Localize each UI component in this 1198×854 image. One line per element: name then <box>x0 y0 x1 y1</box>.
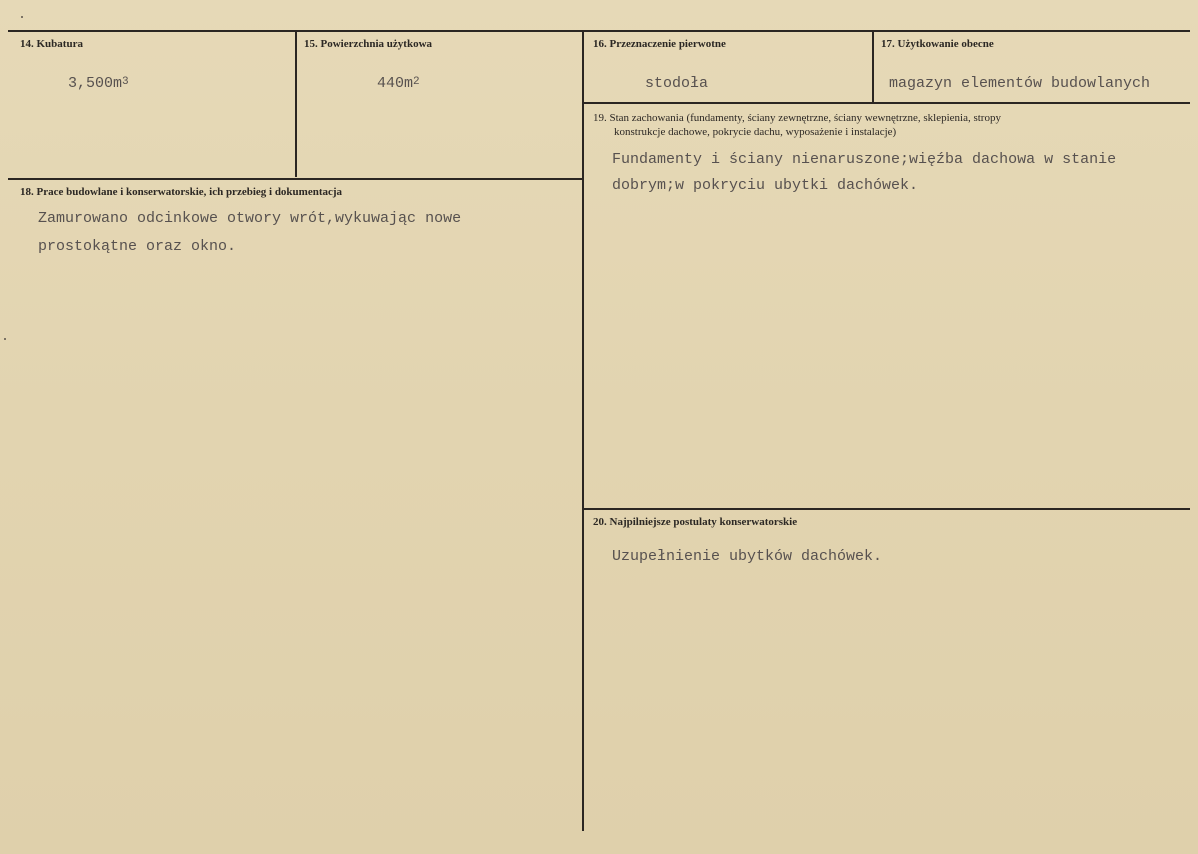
field-16-label: 16. Przeznaczenie pierwotne <box>593 38 726 50</box>
field-19-label-line-2: konstrukcje dachowe, pokrycie dachu, wyposażenie i instalacje) <box>614 126 897 138</box>
divider-16-17 <box>872 31 874 103</box>
field-15-label: 15. Powierzchnia użytkowa <box>304 38 433 50</box>
kubatura-value: 3,500m <box>68 75 123 92</box>
area-unit-exponent: 2 <box>413 76 420 88</box>
area-value: 440m <box>377 75 414 92</box>
field-14-label: 14. Kubatura <box>20 38 83 50</box>
divider-14-15 <box>295 31 297 177</box>
field-20-line-1: Uzupełnienie ubytków dachówek. <box>612 548 883 565</box>
field-18-line-1: Zamurowano odcinkowe otwory wrót,wykuwając nowe <box>38 210 462 227</box>
field-14-value <box>68 70 129 98</box>
field-19-line-1: Fundamenty i ściany nienaruszone;więźba dachowa w stanie <box>612 151 1117 168</box>
rule-above-20 <box>583 508 1190 510</box>
field-18-label: 18. Prace budowlane i konserwatorskie, ich przebieg i dokumentacja <box>20 186 343 198</box>
field-17-label: 17. Użytkowanie obecne <box>881 38 994 50</box>
field-16-value: stodoła <box>645 75 709 92</box>
field-17-value: magazyn elementów budowlanych <box>889 75 1151 92</box>
rule-under-14-15 <box>8 178 583 180</box>
center-divider <box>582 31 584 831</box>
field-19-label-line-1: 19. Stan zachowania (fundamenty, ściany zewnętrzne, ściany wewnętrzne, sklepienia, stropy <box>593 112 1001 124</box>
field-19-line-2: dobrym;w pokryciu ubytki dachówek. <box>612 177 919 194</box>
paper-speck <box>21 16 23 18</box>
top-rule <box>8 30 1190 32</box>
kubatura-unit-exponent: 3 <box>122 76 129 88</box>
paper-speck <box>4 338 6 340</box>
field-18-line-2: prostokątne oraz okno. <box>38 238 237 255</box>
field-15-value <box>377 70 420 98</box>
field-20-label: 20. Najpilniejsze postulaty konserwatorskie <box>593 516 798 528</box>
rule-under-16-17 <box>583 102 1190 104</box>
